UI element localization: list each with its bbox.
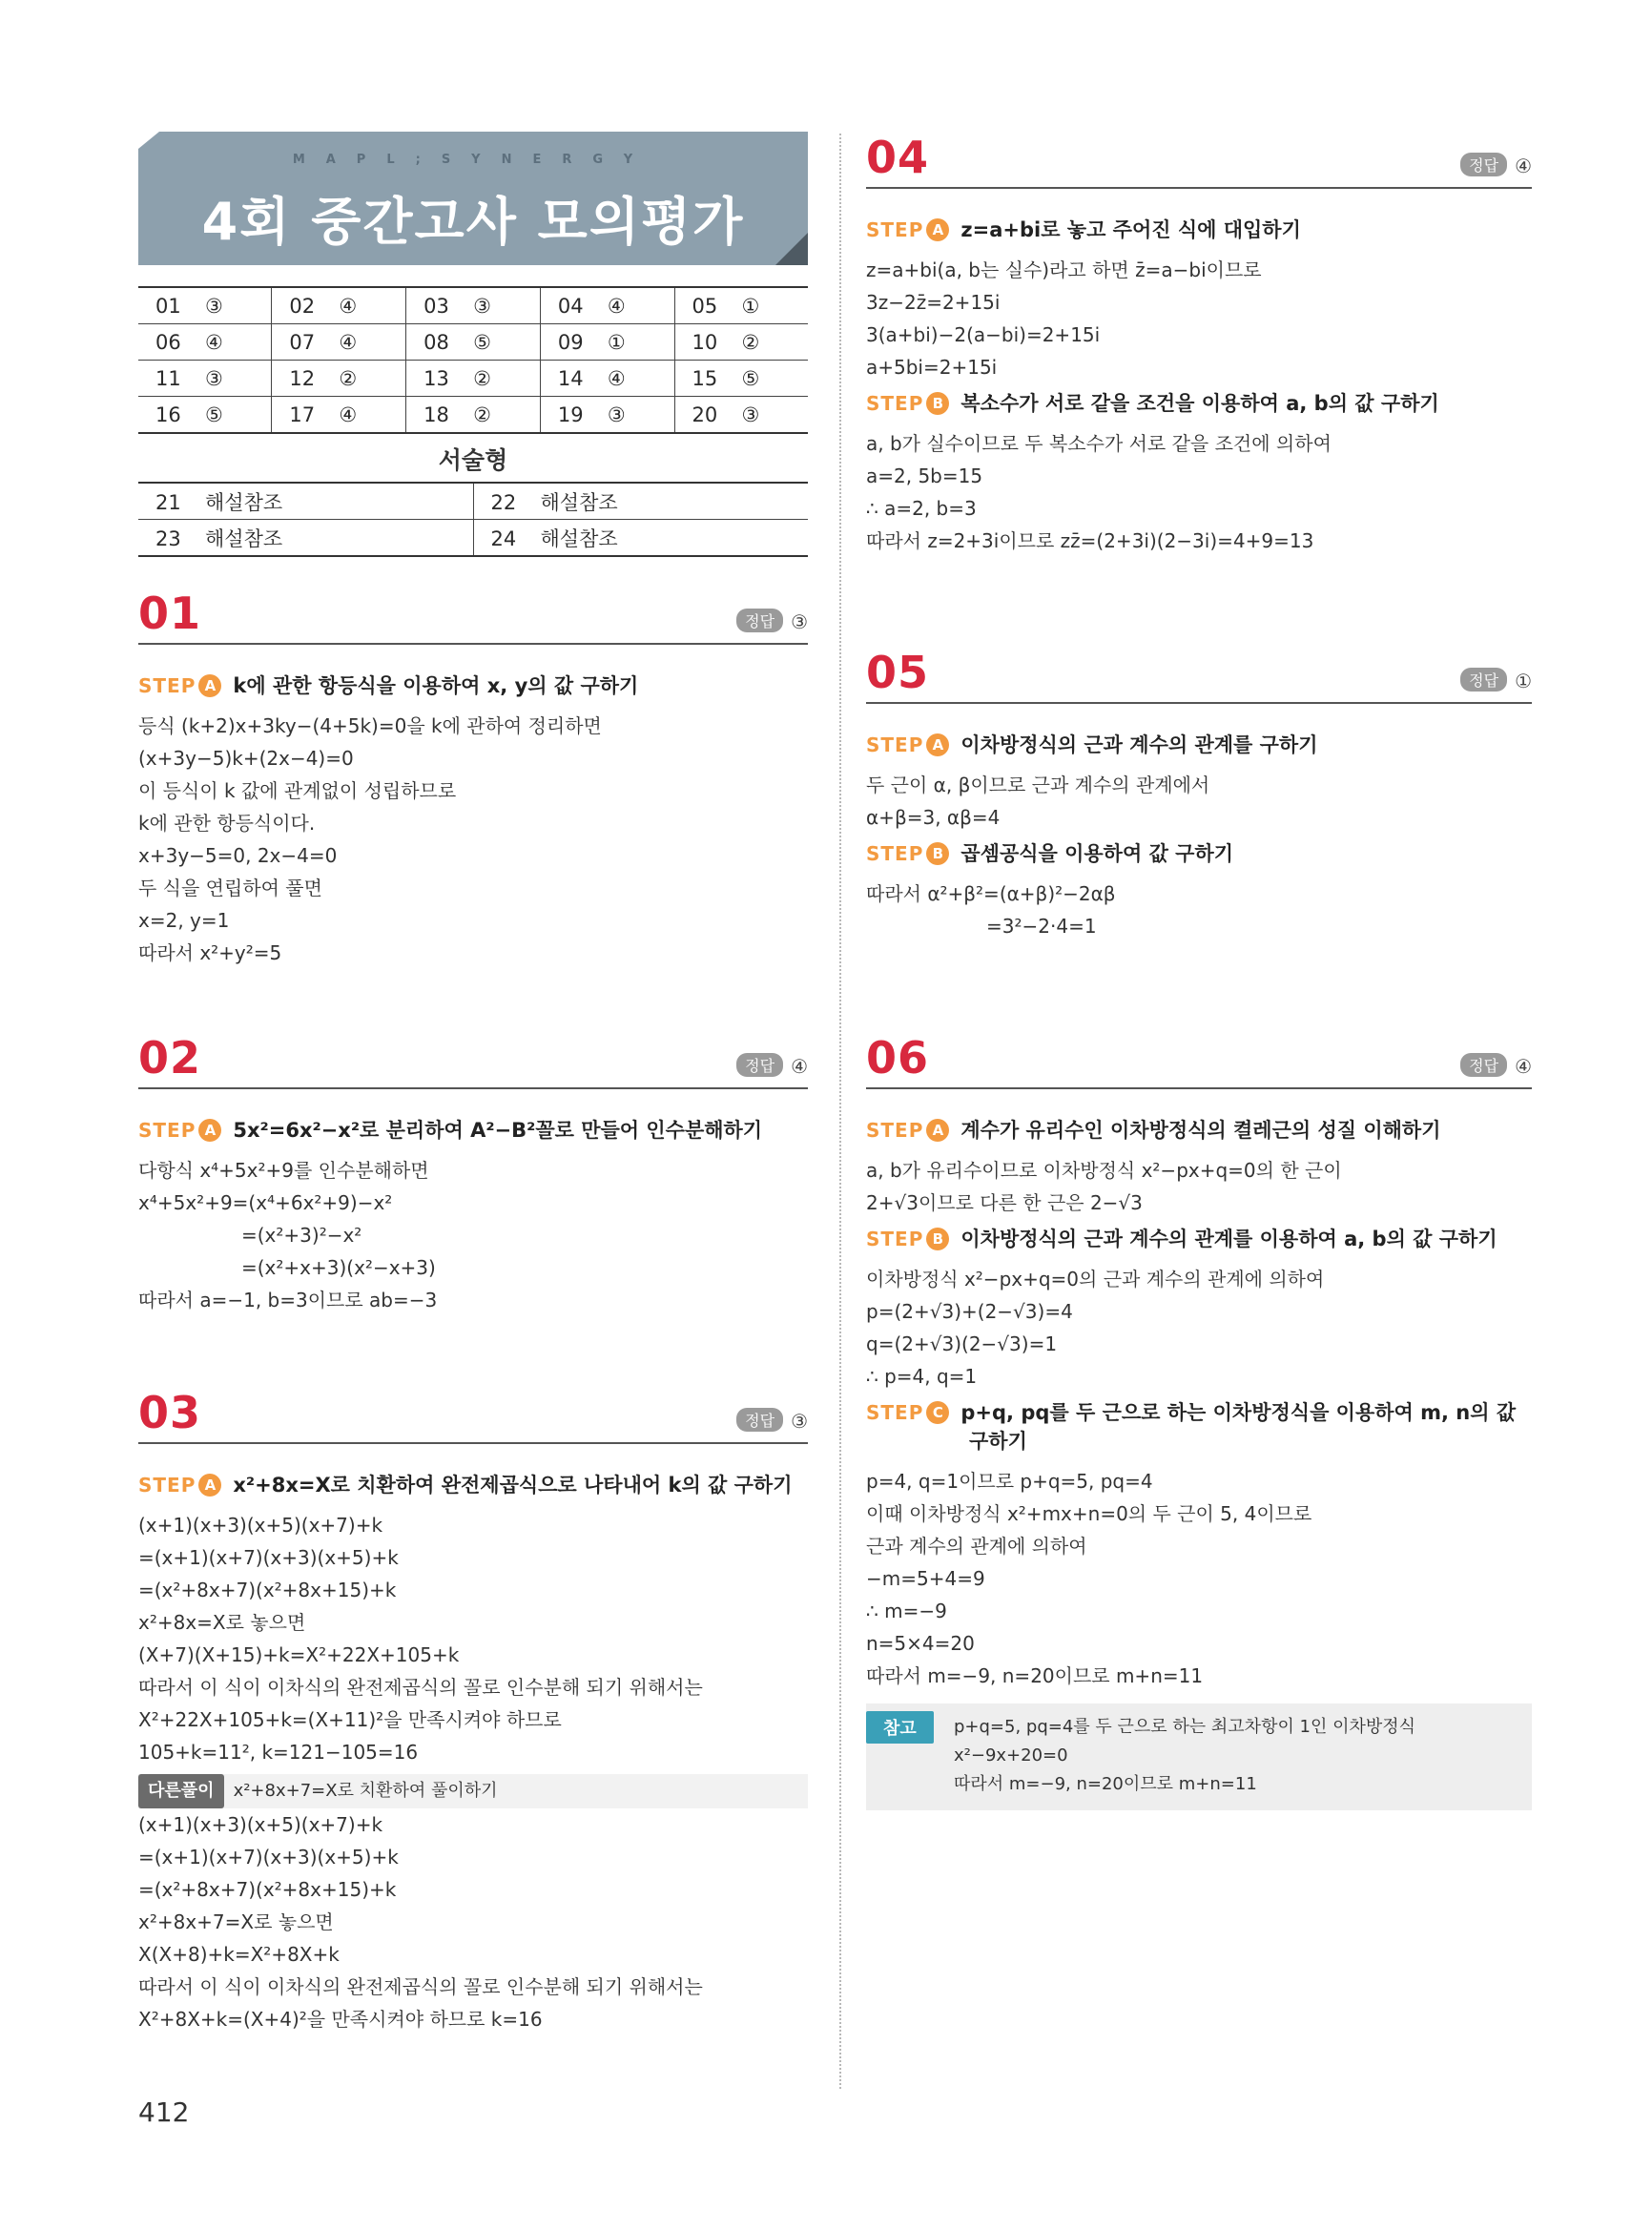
problem-01: [138, 588, 808, 969]
solution-line: 근과 계수의 관계에 의하여: [866, 1535, 1087, 1558]
solution-line: x=2, y=1: [138, 909, 230, 932]
question-number: 19: [557, 403, 584, 426]
solution-line: a, b가 유리수이므로 이차방정식 x²−px+q=0의 한 근이: [866, 1159, 1342, 1182]
answer-cell: [406, 324, 541, 361]
solution-line: 두 근이 α, β이므로 근과 계수의 관계에서: [866, 774, 1210, 796]
answer-choice: ①: [607, 330, 626, 354]
question-number: 15: [692, 366, 718, 390]
answer-choice: ③: [205, 294, 223, 318]
solution-line: X²+8X+k=(X+4)²을 만족시켜야 하므로 k=16: [138, 2008, 543, 2031]
solution-line: ∴ m=−9: [866, 1600, 947, 1622]
answer-choice: ④: [607, 294, 626, 318]
solution-line: x²−9x+20=0: [954, 1745, 1068, 1765]
page-title: 4회 중간고사 모의평가: [201, 192, 745, 252]
question-number: 12: [289, 366, 316, 390]
answer-badge: 정답 ④: [1460, 153, 1532, 177]
question-number: 11: [155, 366, 181, 390]
problem-number: 03: [138, 1387, 202, 1438]
step-b: STEP B 곱셈공식을 이용하여 값 구하기: [866, 842, 1234, 865]
solution-line: (X+7)(X+15)+k=X²+22X+105+k: [138, 1643, 460, 1666]
problem-number: 02: [138, 1032, 202, 1084]
answer-choice: ②: [473, 403, 491, 426]
solution-line: x+3y−5=0, 2x−4=0: [138, 844, 338, 867]
alternative-solution-header: 다른풀이 x²+8x+7=X로 치환하여 풀이하기: [138, 1774, 808, 1808]
answer-choice: ⑤: [205, 403, 223, 426]
solution-line: a=2, 5b=15: [866, 465, 983, 487]
answer-badge: 정답 ③: [736, 609, 808, 633]
solution-line: 따라서 이 식이 이차식의 완전제곱식의 꼴로 인수분해 되기 위해서는: [138, 1676, 703, 1699]
solution-line: 따라서 a=−1, b=3이므로 ab=−3: [138, 1289, 438, 1311]
question-number: 06: [155, 330, 181, 354]
answer-choice: ⑤: [473, 330, 491, 354]
solution-line: (x+1)(x+3)(x+5)(x+7)+k: [138, 1514, 383, 1537]
answer-choice: ③: [205, 366, 223, 390]
question-number: 13: [423, 366, 449, 390]
question-number: 14: [557, 366, 584, 390]
problem-header: [138, 588, 808, 645]
essay-grid: [138, 482, 808, 557]
solution-line: =3²−2·4=1: [986, 915, 1097, 938]
solution-lines: [866, 1465, 1532, 1692]
essay-note: 해설참조: [540, 527, 618, 550]
problem-04: [866, 132, 1532, 557]
problem-number: 06: [866, 1032, 930, 1084]
question-number: 10: [692, 330, 718, 354]
solution-line: =(x+1)(x+7)(x+3)(x+5)+k: [138, 1846, 399, 1869]
question-number: 16: [155, 403, 181, 426]
problem-number: 05: [866, 647, 930, 698]
answer-choice: ②: [339, 366, 358, 390]
solution-line: 따라서 m=−9, n=20이므로 m+n=11: [866, 1664, 1204, 1687]
problem-header: [138, 1387, 808, 1444]
essay-row: [138, 520, 808, 557]
answer-cell: [674, 287, 808, 324]
essay-cell: [138, 483, 473, 520]
solution-line: =(x²+8x+7)(x²+8x+15)+k: [138, 1579, 397, 1601]
question-number: 07: [289, 330, 316, 354]
answer-cell: [138, 361, 272, 397]
solution-lines: [866, 1154, 1532, 1219]
solution-line: x²+8x=X로 놓으면: [138, 1611, 306, 1634]
essay-note: 해설참조: [540, 490, 618, 514]
solution-line: =(x²+3)²−x²: [241, 1224, 362, 1247]
answer-row: [138, 397, 808, 434]
question-number: 21: [155, 490, 181, 514]
solution-line: 105+k=11², k=121−105=16: [138, 1741, 419, 1764]
solution-line: p=(2+√3)+(2−√3)=4: [866, 1300, 1073, 1323]
answer-cell: [272, 361, 406, 397]
problem-03: [138, 1387, 808, 2035]
answer-choice: ①: [741, 294, 760, 318]
solution-line: =(x+1)(x+7)(x+3)(x+5)+k: [138, 1546, 399, 1569]
solution-line: p+q=5, pq=4를 두 근으로 하는 최고차항이 1인 이차방정식: [954, 1717, 1416, 1737]
question-number: 22: [490, 490, 517, 514]
step-a: STEP A k에 관한 항등식을 이용하여 x, y의 값 구하기: [138, 674, 639, 697]
answer-cell: [272, 287, 406, 324]
answer-badge: 정답 ①: [1460, 668, 1532, 692]
solution-line: p=4, q=1이므로 p+q=5, pq=4: [866, 1470, 1153, 1493]
essay-heading: 서술형: [438, 446, 508, 474]
solution-line: ∴ a=2, b=3: [866, 497, 977, 520]
question-number: 04: [557, 294, 584, 318]
solution-line: 이차방정식 x²−px+q=0의 근과 계수의 관계에 의하여: [866, 1268, 1325, 1291]
question-number: 05: [692, 294, 718, 318]
step-a: STEP A 5x²=6x²−x²로 분리하여 A²−B²꼴로 만들어 인수분해하기: [138, 1119, 763, 1142]
question-number: 03: [423, 294, 449, 318]
essay-cell: [138, 520, 473, 557]
solution-line: n=5×4=20: [866, 1632, 975, 1655]
solution-line: X²+22X+105+k=(X+11)²을 만족시켜야 하므로: [138, 1708, 562, 1731]
solution-line: X(X+8)+k=X²+8X+k: [138, 1943, 340, 1966]
step-a: STEP A z=a+bi로 놓고 주어진 식에 대입하기: [866, 218, 1301, 241]
solution-line: 따라서 m=−9, n=20이므로 m+n=11: [954, 1774, 1257, 1794]
answer-cell: [540, 324, 674, 361]
solution-line: 따라서 x²+y²=5: [138, 941, 282, 964]
solution-line: 이때 이차방정식 x²+mx+n=0의 두 근이 5, 4이므로: [866, 1502, 1312, 1525]
answer-row: [138, 324, 808, 361]
note-box: [866, 1703, 1532, 1810]
answer-cell: [406, 397, 541, 434]
question-number: 23: [155, 527, 181, 550]
answer-choice: ④: [339, 294, 358, 318]
solution-line: 3(a+bi)−2(a−bi)=2+15i: [866, 323, 1101, 346]
page-number: 412: [138, 2096, 190, 2128]
alternative-solution-lines: [138, 1808, 808, 2035]
question-number: 09: [557, 330, 584, 354]
answer-choice: ③: [607, 403, 626, 426]
step-a: STEP A x²+8x=X로 치환하여 완전제곱식으로 나타내어 k의 값 구하기: [138, 1474, 793, 1497]
problem-02: [138, 1032, 808, 1316]
solution-line: 3z−2z̄=2+15i: [866, 291, 1001, 314]
problem-header: [866, 1032, 1532, 1089]
solution-line: a+5bi=2+15i: [866, 356, 998, 379]
solution-line: k에 관한 항등식이다.: [138, 812, 316, 835]
solution-line: 따라서 이 식이 이차식의 완전제곱식의 꼴로 인수분해 되기 위해서는: [138, 1975, 703, 1998]
answer-choice: ④: [339, 403, 358, 426]
column-divider: [839, 134, 841, 2089]
solution-lines: [866, 1263, 1532, 1393]
answer-badge: 정답 ④: [1460, 1053, 1532, 1078]
answer-cell: [138, 324, 272, 361]
answer-choice: ②: [473, 366, 491, 390]
solution-line: 등식 (k+2)x+3ky−(4+5k)=0을 k에 관하여 정리하면: [138, 714, 602, 737]
problem-header: [866, 647, 1532, 704]
answer-cell: [674, 361, 808, 397]
problem-06: [866, 1032, 1532, 1810]
answer-cell: [272, 397, 406, 434]
left-column: [138, 132, 808, 2031]
note-lines: [954, 1713, 1532, 1799]
answer-choice: ②: [741, 330, 760, 354]
answer-badge: 정답 ③: [736, 1408, 808, 1433]
problem-header: [138, 1032, 808, 1089]
problem-header: [866, 132, 1532, 189]
essay-cell: [473, 483, 808, 520]
solution-line: =(x²+x+3)(x²−x+3): [241, 1256, 436, 1279]
answer-choice: ④: [339, 330, 358, 354]
problem-number: 04: [866, 132, 930, 183]
answer-cell: [138, 287, 272, 324]
title-banner: [138, 132, 808, 265]
solution-lines: [866, 254, 1532, 383]
answer-choice: ⑤: [741, 366, 760, 390]
solution-line: a, b가 실수이므로 두 복소수가 서로 같을 조건에 의하여: [866, 432, 1332, 455]
answer-choice: ④: [607, 366, 626, 390]
answer-cell: [406, 287, 541, 324]
solution-line: 2+√3이므로 다른 한 근은 2−√3: [866, 1191, 1143, 1214]
solution-line: q=(2+√3)(2−√3)=1: [866, 1332, 1058, 1355]
series-name: MAPL;SYNERGY: [292, 153, 654, 167]
answer-choice: ④: [205, 330, 223, 354]
problem-number: 01: [138, 588, 202, 639]
answer-cell: [540, 361, 674, 397]
answer-row: [138, 287, 808, 324]
step-a: STEP A 계수가 유리수인 이차방정식의 켤레근의 성질 이해하기: [866, 1119, 1441, 1142]
solution-line: 따라서 α²+β²=(α+β)²−2αβ: [866, 882, 1116, 905]
problem-05: [866, 647, 1532, 942]
essay-cell: [473, 520, 808, 557]
solution-line: −m=5+4=9: [866, 1567, 985, 1590]
step-a: STEP A 이차방정식의 근과 계수의 관계를 구하기: [866, 733, 1318, 756]
question-number: 18: [423, 403, 449, 426]
answer-badge: 정답 ④: [736, 1053, 808, 1078]
answer-choice: ③: [741, 403, 760, 426]
essay-note: 해설참조: [205, 490, 283, 514]
question-number: 08: [423, 330, 449, 354]
solution-lines: [138, 1509, 808, 1768]
solution-lines: [138, 710, 808, 969]
question-number: 17: [289, 403, 316, 426]
solution-line: (x+1)(x+3)(x+5)(x+7)+k: [138, 1813, 383, 1836]
question-number: 01: [155, 294, 181, 318]
answer-grid: [138, 286, 808, 434]
question-number: 02: [289, 294, 316, 318]
solution-line: 따라서 z=2+3i이므로 zz̄=(2+3i)(2−3i)=4+9=13: [866, 529, 1314, 552]
answer-cell: [540, 287, 674, 324]
solution-lines: [866, 769, 1532, 834]
answer-row: [138, 361, 808, 397]
answer-choice: ③: [473, 294, 491, 318]
step-b: STEP B 복소수가 서로 같을 조건을 이용하여 a, b의 값 구하기: [866, 392, 1439, 415]
answer-cell: [406, 361, 541, 397]
essay-row: [138, 483, 808, 520]
question-number: 24: [490, 527, 517, 550]
solution-line: 다항식 x⁴+5x²+9를 인수분해하면: [138, 1159, 429, 1182]
solution-line: x²+8x+7=X로 놓으면: [138, 1910, 334, 1933]
answer-cell: [272, 324, 406, 361]
solution-line: 이 등식이 k 값에 관계없이 성립하므로: [138, 779, 457, 802]
step-b: STEP B 이차방정식의 근과 계수의 관계를 이용하여 a, b의 값 구하기: [866, 1228, 1497, 1250]
solution-line: ∴ p=4, q=1: [866, 1365, 978, 1388]
solution-line: (x+3y−5)k+(2x−4)=0: [138, 747, 354, 770]
note-tag: 참고: [866, 1711, 934, 1744]
solution-line: z=a+bi(a, b는 실수)라고 하면 z̄=a−bi이므로: [866, 258, 1262, 281]
solution-line: α+β=3, αβ=4: [866, 806, 1001, 829]
solution-line: 두 식을 연립하여 풀면: [138, 877, 322, 899]
essay-note: 해설참조: [205, 527, 283, 550]
solution-lines: [866, 427, 1532, 557]
solution-line: x⁴+5x²+9=(x⁴+6x²+9)−x²: [138, 1191, 393, 1214]
question-number: 20: [692, 403, 718, 426]
answer-cell: [138, 397, 272, 434]
answer-cell: [540, 397, 674, 434]
solution-line: =(x²+8x+7)(x²+8x+15)+k: [138, 1878, 397, 1901]
step-c: STEP C p+q, pq를 두 근으로 하는 이차방정식을 이용하여 m, n의 값 구하기: [866, 1401, 1517, 1453]
answer-cell: [674, 324, 808, 361]
answer-cell: [674, 397, 808, 434]
